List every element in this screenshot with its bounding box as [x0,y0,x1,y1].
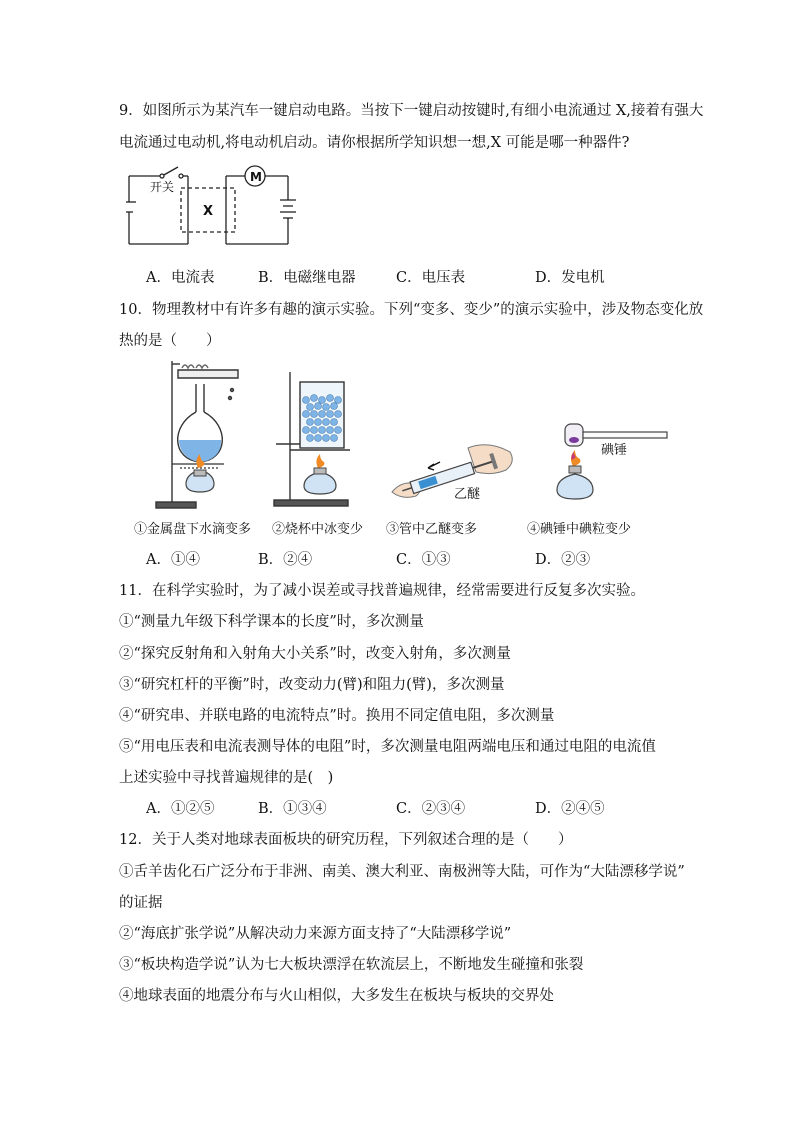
caption-2: ②烧杯中冰变少 [272,522,364,537]
q10-stem-line2: 热的是（ ） [119,333,221,349]
metal-plate-flask-figure [150,356,255,511]
x-label: X [203,204,214,219]
motor-label: M [250,170,262,184]
q11-item-4: ④“研究串、并联电路的电流特点”时。换用不同定值电阻，多次测量 [119,708,555,724]
q9-option-d: D．发电机 [535,270,605,286]
q11-question: 上述实验中寻找普遍规律的是( ) [119,770,334,786]
q10-option-d: D．②③ [535,552,591,568]
q11-option-b: B．①③④ [258,801,327,817]
q9-option-b: B．电磁继电器 [258,270,356,286]
q10-option-c: C．①③ [396,552,451,568]
q12-item-1-line1: ①舌羊齿化石广泛分布于非洲、南美、澳大利亚、南极洲等大陆，可作为“大陆漂移学说” [119,864,685,880]
q11-item-5: ⑤“用电压表和电流表测导体的电阻”时，多次测量电阻两端电压和通过电阻的电流值 [119,739,656,755]
caption-3: ③管中乙醚变多 [386,522,478,537]
q9-stem-line1: 9．如图所示为某汽车一键启动电路。当按下一键启动按键时,有细小电流通过 X,接着有强大 [119,103,704,119]
q10-option-a: A．①④ [146,552,200,568]
iodine-hammer-label: 碘锤 [601,443,628,458]
caption-4: ④碘锤中碘粒变少 [527,522,632,537]
beaker-ice-figure [270,370,370,510]
q11-item-1: ①“测量九年级下科学课本的长度”时，多次测量 [119,614,424,630]
q10-option-b: B．②④ [258,552,313,568]
q10-stem-line1: 10．物理教材中有许多有趣的演示实验。下列“变多、变少”的演示实验中，涉及物态变化放 [119,302,704,318]
q11-stem: 11．在科学实验时，为了减小误差或寻找普遍规律，经常需要进行反复多次实验。 [119,583,645,599]
switch-label: 开关 [150,180,175,194]
caption-1: ①金属盘下水滴变多 [134,522,252,537]
q12-item-1-line2: 的证据 [119,895,163,911]
q11-item-3: ③“研究杠杆的平衡”时，改变动力(臂)和阻力(臂)，多次测量 [119,677,505,693]
q12-item-3: ③“板块构造学说”认为七大板块漂浮在软流层上，不断地发生碰撞和张裂 [119,957,584,973]
q9-option-c: C．电压表 [396,270,466,286]
q11-option-a: A．①②⑤ [146,801,215,817]
q11-option-d: D．②④⑤ [535,801,605,817]
q11-item-2: ②“探究反射角和入射角大小关系”时，改变入射角，多次测量 [119,646,511,662]
q9-stem-line2: 电流通过电动机,将电动机启动。请你根据所学知识想一想,X 可能是哪一种器件? [119,135,630,151]
q12-item-2: ②“海底扩张学说”从解决动力来源方面支持了“大陆漂移学说” [119,926,512,942]
q9-option-a: A．电流表 [146,270,215,286]
q12-item-4: ④地球表面的地震分布与火山相似，大多发生在板块与板块的交界处 [119,988,554,1004]
car-start-circuit-diagram [126,164,298,252]
q12-stem: 12．关于人类对地球表面板块的研究历程，下列叙述合理的是（ ） [119,832,573,848]
ether-label: 乙醚 [454,487,481,502]
q11-option-c: C．②③④ [396,801,466,817]
iodine-hammer-figure [545,420,670,510]
syringe-ether-figure [388,440,520,506]
